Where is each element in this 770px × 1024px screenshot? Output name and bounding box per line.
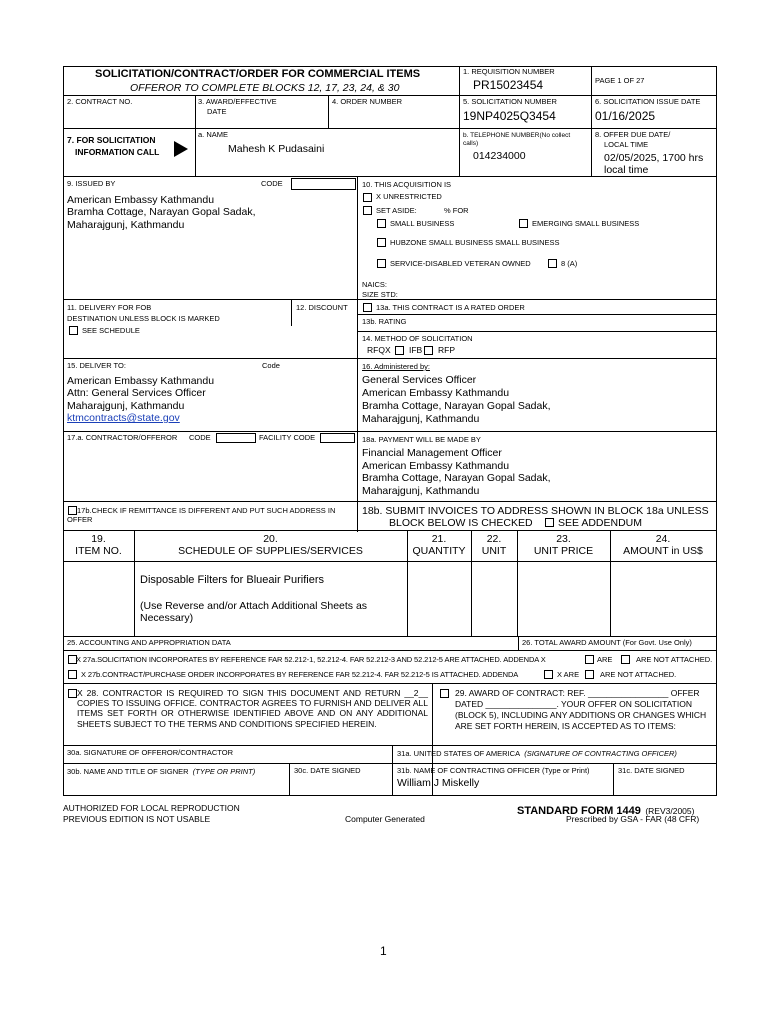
addenda-not-attached-checkbox[interactable] [621, 655, 630, 664]
unrestricted-label: X UNRESTRICTED [376, 192, 442, 201]
telephone-label-2: calls) [463, 140, 479, 147]
deliver-to-line-3: Maharajgunj, Kathmandu [67, 400, 185, 412]
see-addendum-label: SEE ADDENDUM [558, 517, 643, 529]
solicitation-number-label: 5. SOLICITATION NUMBER [463, 97, 557, 106]
naics-label: NAICS: [362, 280, 388, 289]
unrestricted-checkbox[interactable] [363, 193, 372, 202]
payment-by-line-1: Financial Management Officer [362, 447, 502, 459]
deliver-to-label: 15. DELIVER TO: [67, 361, 126, 370]
issued-by-label: 9. ISSUED BY [67, 179, 116, 188]
offer-due-date: 02/05/2025, 1700 hrs [604, 152, 704, 164]
discount-label: 12. DISCOUNT [296, 303, 348, 312]
ifb-label: IFB [409, 345, 423, 355]
block-28-checkbox[interactable] [68, 689, 77, 698]
issued-by-code-field[interactable] [291, 178, 356, 190]
ifb-checkbox[interactable] [424, 346, 433, 355]
officer-date-signed-label: 31c. DATE SIGNED [618, 766, 685, 775]
standard-form-label: STANDARD FORM 1449 (REV3/2005) [517, 805, 695, 817]
solicitation-number: 19NP4025Q3454 [463, 109, 556, 123]
page-number: 1 [380, 944, 387, 958]
block-29-line-3: (BLOCK 5), INCLUDING ANY ADDITIONS OR CHANGES WHICH [455, 710, 707, 720]
see-addendum-checkbox[interactable] [545, 518, 554, 527]
remittance-label: 17b.CHECK IF REMITTANCE IS DIFFERENT AND PUT SUCH ADDRESS IN [77, 506, 336, 515]
facility-code-field[interactable] [320, 433, 355, 443]
b-addenda-are-checkbox[interactable] [544, 670, 553, 679]
previous-edition-note: PREVIOUS EDITION IS NOT USABLE [63, 814, 211, 824]
form-subtitle: OFFEROR TO COMPLETE BLOCKS 12, 17, 23, 24, & 30 [130, 82, 400, 94]
block-29-line-4: ARE SET FORTH HEREIN, IS ACCEPTED AS TO ITEMS: [455, 721, 676, 731]
emerging-small-business-label: EMERGING SMALL BUSINESS [532, 219, 640, 228]
block-27b-checkbox[interactable] [68, 670, 77, 679]
block-29-checkbox[interactable] [440, 689, 449, 698]
accounting-label: 25. ACCOUNTING AND APPROPRIATION DATA [67, 638, 231, 647]
sdvosb-checkbox[interactable] [377, 259, 386, 268]
emerging-small-business-checkbox[interactable] [519, 219, 528, 228]
eight-a-label: 8 (A) [561, 259, 578, 268]
local-reproduction-note: AUTHORIZED FOR LOCAL REPRODUCTION [63, 803, 240, 813]
rfq-label: RFQX [367, 345, 391, 355]
b-addenda-not-attached-label: ARE NOT ATTACHED. [600, 670, 677, 679]
eight-a-checkbox[interactable] [548, 259, 557, 268]
deliver-to-line-2: Attn: General Services Officer [67, 387, 206, 399]
reverse-sheets-note-2: Necessary) [140, 612, 194, 624]
b-addenda-are-label: X ARE [557, 670, 580, 679]
payment-by-line-2: American Embassy Kathmandu [362, 460, 510, 472]
contracting-officer-name-label: 31b. NAME OF CONTRACTING OFFICER (Type or Print) [397, 766, 590, 775]
order-number-label: 4. ORDER NUMBER [332, 97, 403, 106]
acquisition-label: 10. THIS ACQUISITION IS [362, 180, 452, 189]
administered-by-line-1: General Services Officer [362, 374, 477, 386]
col-schedule: 20. SCHEDULE OF SUPPLIES/SERVICES [178, 533, 363, 557]
page-count: PAGE 1 OF 27 [595, 76, 645, 85]
telephone-label: b. TELEPHONE NUMBER(No collect [463, 132, 571, 139]
administered-by-label: 16. Administered by: [362, 362, 430, 371]
contact-name: Mahesh K Pudasaini [228, 143, 325, 155]
offeror-signature-label: 30a. SIGNATURE OF OFFEROR/CONTRACTOR [67, 748, 233, 757]
rfq-checkbox[interactable] [395, 346, 404, 355]
submit-invoices-label-2: BLOCK BELOW IS CHECKED [389, 517, 533, 529]
award-date-label-2: DATE [207, 107, 227, 116]
total-award-label: 26. TOTAL AWARD AMOUNT (For Govt. Use Only) [522, 638, 692, 647]
telephone-number: 014234000 [473, 150, 526, 162]
percent-for-label: % FOR [444, 206, 469, 215]
method-label: 14. METHOD OF SOLICITATION [362, 334, 473, 343]
computer-generated-note: Computer Generated [345, 814, 425, 824]
administered-by-line-2: American Embassy Kathmandu [362, 387, 510, 399]
facility-code-label: FACILITY CODE [259, 433, 316, 442]
reverse-sheets-note: (Use Reverse and/or Attach Additional Sheets as [140, 600, 368, 612]
contracts-email-link[interactable]: ktmcontracts@state.gov [67, 412, 180, 424]
rating-label: 13b. RATING [362, 317, 407, 326]
submit-invoices-label: 18b. SUBMIT INVOICES TO ADDRESS SHOWN IN BLOCK 18a UNLESS [362, 505, 709, 517]
arrow-right-icon [174, 141, 188, 157]
contractor-code-field[interactable] [216, 433, 256, 443]
small-business-label: SMALL BUSINESS [390, 219, 455, 228]
contractor-code-label: CODE [189, 433, 211, 442]
signer-name-label: 30b. NAME AND TITLE OF SIGNER (TYPE OR PRINT) [67, 767, 256, 776]
rated-order-checkbox[interactable] [363, 303, 372, 312]
remittance-label-2: OFFER [67, 515, 93, 524]
set-aside-checkbox[interactable] [363, 206, 372, 215]
size-std-label: SIZE STD: [362, 290, 398, 299]
offer-due-label-2: LOCAL TIME [604, 140, 649, 149]
issued-by-line-3: Maharajgunj, Kathmandu [67, 219, 185, 231]
issue-date-label: 6. SOLICITATION ISSUE DATE [595, 97, 701, 106]
delivery-fob-label: 11. DELIVERY FOR FOB [67, 303, 152, 312]
col-item-no: 19. ITEM NO. [75, 533, 122, 557]
small-business-checkbox[interactable] [377, 219, 386, 228]
hubzone-label: HUBZONE SMALL BUSINESS SMALL BUSINESS [390, 238, 560, 247]
col-unit: 22. UNIT [481, 533, 507, 557]
form-title: SOLICITATION/CONTRACT/ORDER FOR COMMERCIAL ITEMS [95, 68, 421, 80]
contract-no-label: 2. CONTRACT NO. [67, 97, 133, 106]
block-28-text: X 28. CONTRACTOR IS REQUIRED TO SIGN THIS DOCUMENT AND RETURN __2__ COPIES TO ISSUING OFFICE. CONTRACTOR AGREES TO FURNISH AND DELIVER ALL ITEMS SET FORTH OR OTHERWISE IDENTIFIED ABOVE AND ON ANY ADDITIONAL SHEETS SUBJECT TO THE TERMS AND CONDITIONS SPECIFIED HEREIN. [77, 688, 428, 729]
rated-order-label: 13a. THIS CONTRACT IS A RATED ORDER [376, 303, 525, 312]
hubzone-checkbox[interactable] [377, 238, 386, 247]
see-schedule-label: SEE SCHEDULE [82, 326, 140, 335]
for-info-label-2: INFORMATION CALL [75, 147, 160, 157]
item-description: Disposable Filters for Blueair Purifiers [140, 574, 325, 586]
award-date-label: 3. AWARD/EFFECTIVE [198, 97, 277, 106]
administered-by-line-4: Maharajgunj, Kathmandu [362, 413, 480, 425]
offer-due-time: local time [604, 164, 649, 176]
payment-by-line-4: Maharajgunj, Kathmandu [362, 485, 480, 497]
for-info-label: 7. FOR SOLICITATION [67, 135, 156, 145]
contracting-officer-name: William J Miskelly [397, 777, 480, 789]
b-addenda-not-attached-checkbox[interactable] [585, 670, 594, 679]
addenda-not-attached-label: ARE NOT ATTACHED. [636, 655, 713, 664]
block-29-line-2: DATED _______________. YOUR OFFER ON SOLICITATION [455, 699, 692, 709]
col-unit-price: 23. UNIT PRICE [533, 533, 594, 557]
issued-by-line-1: American Embassy Kathmandu [67, 194, 215, 206]
delivery-fob-label-2: DESTINATION UNLESS BLOCK IS MARKED [67, 314, 220, 323]
set-aside-label: SET ASIDE: [376, 206, 417, 215]
payment-by-label: 18a. PAYMENT WILL BE MADE BY [362, 435, 481, 444]
deliver-to-code-label: Code [262, 361, 280, 370]
addenda-are-checkbox[interactable] [585, 655, 594, 664]
requisition-label: 1. REQUISITION NUMBER [463, 67, 555, 76]
prescribed-by-note: Prescribed by GSA - FAR (48 CFR) [566, 814, 700, 824]
addenda-are-label: ARE [597, 655, 613, 664]
administered-by-line-3: Bramha Cottage, Narayan Gopal Sadak, [362, 400, 551, 412]
block-29-line-1: 29. AWARD OF CONTRACT: REF. _________________ OFFER [455, 688, 700, 698]
contact-name-label: a. NAME [198, 130, 229, 139]
issued-by-line-2: Bramha Cottage, Narayan Gopal Sadak, [67, 206, 256, 218]
contractor-label: 17.a. CONTRACTOR/OFFEROR [67, 433, 178, 442]
issued-by-code-label: CODE [261, 179, 283, 188]
offeror-date-signed-label: 30c. DATE SIGNED [294, 766, 361, 775]
issue-date: 01/16/2025 [595, 109, 656, 123]
contracting-officer-signature-label: 31a. UNITED STATES OF AMERICA (SIGNATURE OF CONTRACTING OFFICER) [397, 749, 677, 758]
col-amount: 24. AMOUNT in US$ [623, 533, 703, 557]
block-27b-text: X 27b.CONTRACT/PURCHASE ORDER INCORPORATES BY REFERENCE FAR 52.212-4. FAR 52.212-5 IS ATTACHED. ADDENDA [81, 670, 519, 679]
col-quantity: 21. QUANTITY [412, 533, 466, 557]
remittance-checkbox[interactable] [68, 506, 77, 515]
requisition-number: PR15023454 [473, 78, 544, 92]
payment-by-line-3: Bramha Cottage, Narayan Gopal Sadak, [362, 472, 551, 484]
rfp-label: RFP [438, 345, 455, 355]
deliver-to-line-1: American Embassy Kathmandu [67, 375, 215, 387]
offer-due-label: 8. OFFER DUE DATE/ [595, 130, 671, 139]
block-27a-text: X 27a.SOLICITATION INCORPORATES BY REFERENCE FAR 52.212-1, 52.212-4. FAR 52.212-3 AND 52.212-5 ARE ATTACHED. ADDENDA X [76, 655, 546, 664]
see-schedule-checkbox[interactable] [69, 326, 78, 335]
sdvosb-label: SERVICE-DISABLED VETERAN OWNED [390, 259, 531, 268]
